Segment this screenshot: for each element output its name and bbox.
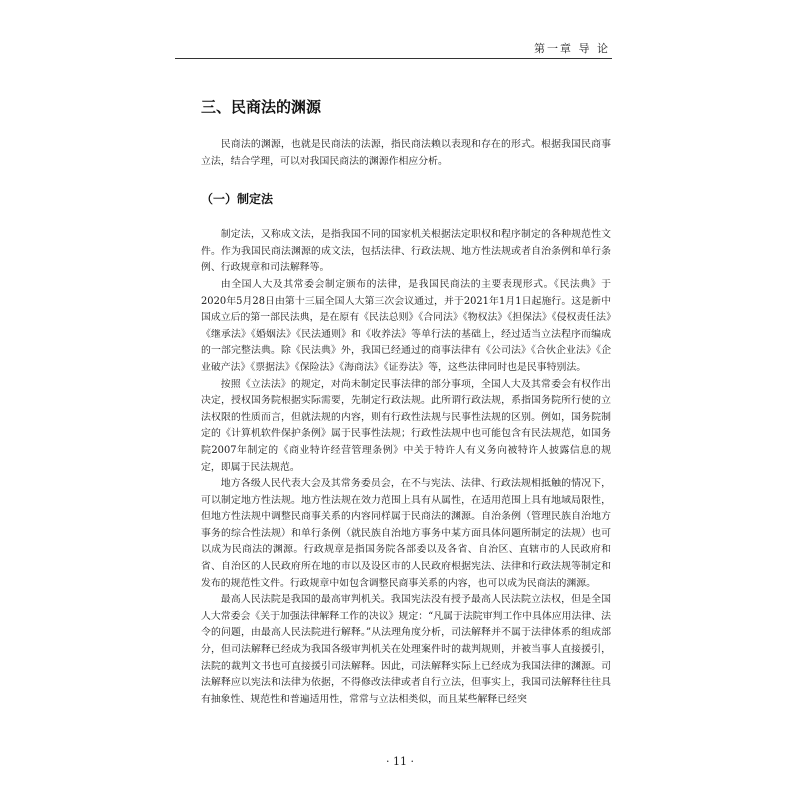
intro-paragraph: 民商法的渊源，也就是民商法的法源，指民商法赖以表现和存在的形式。根据我国民商事立法，结合学理，可以对我国民商法的渊源作相应分析。 <box>201 139 611 167</box>
paragraph: 最高人民法院是我国的最高审判机关。我国宪法没有授予最高人民法院立法权，但是全国人大常委会《关于加强法律解释工作的决议》规定：“凡属于法院审判工作中具体应用法律、法令的问题，由最高人民法院进行解释。”从法理角度分析，司法解释并不属于法律体系的组成部分，但司法解释已经成为我国各级审判机关在处理案件时的裁判规则，并被当事人直接援引，法院的裁判文书也可直接援引司法解释。因此，司法解释实际上已经成为我国法律的渊源。司法解释应以宪法和法律为依据，不得修改法律或者自行立法，但事实上，我国司法解释往往具有抽象性、规范性和普遍适用性，常常与立法相类似，而且某些解释已经突 <box>201 594 611 705</box>
paragraph: 制定法，又称成文法，是指我国不同的国家机关根据法定职权和程序制定的各种规范性文件。作为我国民商法渊源的成文法，包括法律、行政法规、地方性法规或者自治条例和单行条例、行政规章和司法解释等。 <box>201 229 611 274</box>
page-number: · 11 · <box>386 755 414 768</box>
paragraph: 由全国人大及其常委会制定颁布的法律，是我国民商法的主要表现形式。《民法典》于2020年5月28日由第十三届全国人大第三次会议通过，并于2021年1月1日起施行。这是新中国成立后的第一部民法典，是在原有《民法总则》《合同法》《物权法》《担保法》《侵权责任法》《继承法》《婚姻法》《民法通则》和《收养法》等单行法的基础上，经过适当立法程序而编成的一部完整法典。除《民法典》外，我国已经通过的商事法律有《公司法》《合伙企业法》《企业破产法》《票据法》《保险法》《海商法》《证券法》等，这些法律同时也是民事特别法。 <box>201 278 611 373</box>
paragraph: 地方各级人民代表大会及其常务委员会，在不与宪法、法律、行政法规相抵触的情况下，可以制定地方性法规。地方性法规在效力范围上具有从属性，在适用范围上具有地域局限性，但地方性法规中调整民商事关系的内容同样属于民商法的渊源。自治条例（管理民族自治地方事务的综合性法规）和单行条例（就民族自治地方事务中某方面具体问题所制定的法规）也可以成为民商法的渊源。行政规章是指国务院各部委以及各省、自治区、直辖市的人民政府和省、自治区的人民政府所在地的市以及设区市的人民政府根据宪法、法律和行政法规等制定和发布的规范性文件。行政规章中如包含调整民商事关系的内容，也可以成为民商法的渊源。 <box>201 478 611 589</box>
paragraph: 按照《立法法》的规定，对尚未制定民事法律的部分事项，全国人大及其常委会有权作出决定，授权国务院根据实际需要，先制定行政法规。此所谓行政法规，系指国务院所行使的立法权限的性质而言，但就法规的内容，则有行政性法规与民事性法规的区别。例如，国务院制定的《计算机软件保护条例》属于民事性法规；行政性法规中也可能包含有民法规范，如国务院2007年制定的《商业特许经营管理条例》中关于特许人有义务向被特许人披露信息的规定，即属于民法规范。 <box>201 378 611 473</box>
subsection-heading: （一）制定法 <box>201 192 274 207</box>
running-head: 第一章 导 论 <box>534 42 610 55</box>
page-body <box>201 96 611 708</box>
section-title: 三、民商法的渊源 <box>201 98 322 116</box>
header-rule <box>175 58 612 59</box>
